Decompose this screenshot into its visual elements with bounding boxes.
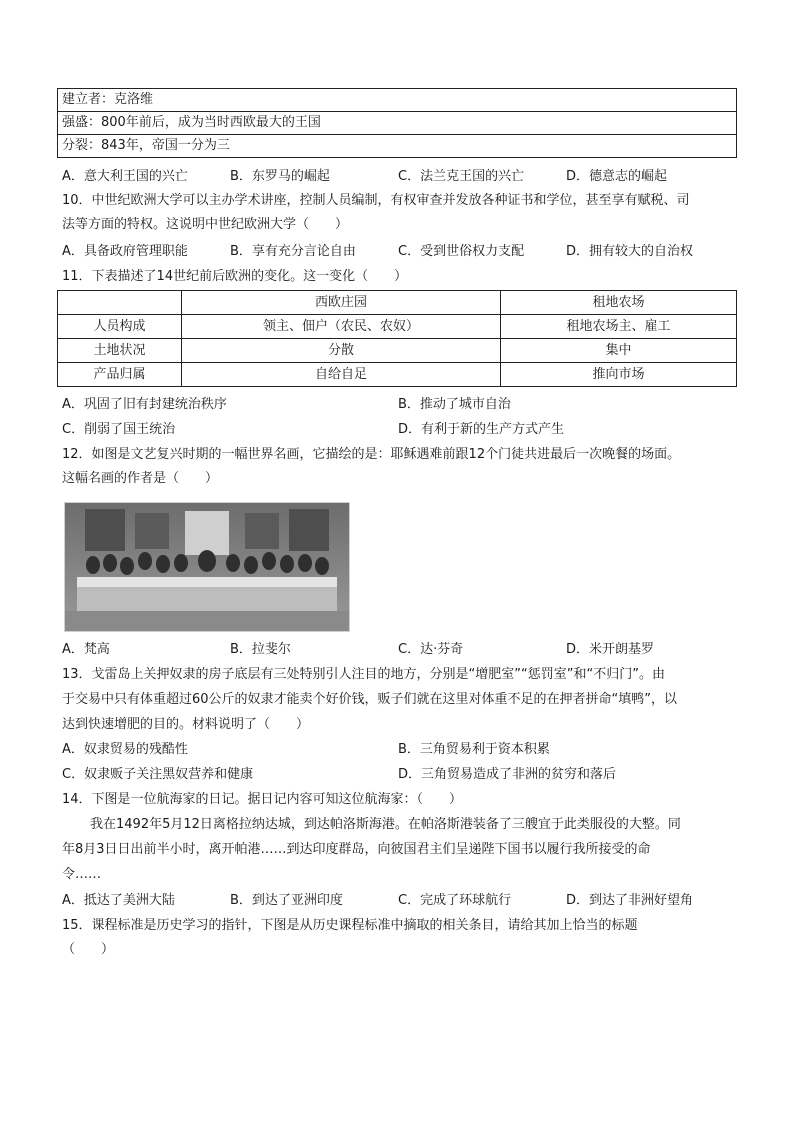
table-row: 建立者：克洛维	[58, 89, 737, 112]
table-cell: 自给自足	[182, 363, 501, 387]
q10-option-c[interactable]: C．受到世俗权力支配	[398, 244, 525, 259]
q11-option-c[interactable]: C．削弱了国王统治	[62, 422, 176, 437]
table-cell: 人员构成	[58, 315, 182, 339]
q10-option-b[interactable]: B．享有充分言论自由	[230, 244, 356, 259]
q10-stem-cont: 法等方面的特权。这说明中世纪欧洲大学（ ）	[62, 217, 349, 232]
q11-option-a[interactable]: A．巩固了旧有封建统治秩序	[62, 397, 227, 412]
q9-option-c[interactable]: C．法兰克王国的兴亡	[398, 169, 525, 184]
table-row	[58, 339, 737, 363]
table-row	[58, 315, 737, 339]
q10-stem: 10．中世纪欧洲大学可以主办学术讲座，控制人员编制，有权审查并发放各种证书和学位，甚至享有赋税、司	[62, 193, 690, 208]
q13-option-c[interactable]: C．奴隶贩子关注黑奴营养和健康	[62, 767, 254, 782]
q9-option-b[interactable]: B．东罗马的崛起	[230, 169, 330, 184]
info-table	[57, 88, 737, 158]
q13-option-b[interactable]: B．三角贸易利于资本积累	[398, 742, 550, 757]
q14-option-d[interactable]: D．到达了非洲好望角	[566, 893, 694, 908]
q10-option-d[interactable]: D．拥有较大的自治权	[566, 244, 694, 259]
table-cell: 分散	[182, 339, 501, 363]
table-row: 分裂：843年，帝国一分为三	[58, 135, 737, 158]
table-cell: 集中	[501, 339, 737, 363]
table-cell: 领主、佃户（农民、农奴）	[182, 315, 501, 339]
q15-answer-blank[interactable]: （ ）	[62, 942, 115, 957]
q11-option-d[interactable]: D．有利于新的生产方式产生	[398, 422, 565, 437]
manor-farm-table	[57, 290, 737, 387]
table-cell: 土地状况	[58, 339, 182, 363]
table-cell	[58, 291, 182, 315]
last-supper-painting-illustration	[65, 503, 349, 631]
table-header-row	[58, 291, 737, 315]
q9-option-a[interactable]: A．意大利王国的兴亡	[62, 169, 188, 184]
table-row: 强盛：800年前后，成为当时西欧最大的王国	[58, 112, 737, 135]
q11-option-b[interactable]: B．推动了城市自治	[398, 397, 511, 412]
table-cell: 租地农场主、雇工	[501, 315, 737, 339]
q11-stem: 11．下表描述了14世纪前后欧洲的变化。这一变化（ ）	[62, 269, 408, 284]
table-cell: 租地农场	[501, 291, 737, 315]
q9-option-d[interactable]: D．德意志的崛起	[566, 169, 668, 184]
q14-option-a[interactable]: A．抵达了美洲大陆	[62, 893, 175, 908]
table-row	[58, 363, 737, 387]
q12-option-b[interactable]: B．拉斐尔	[230, 642, 291, 657]
q12-option-d[interactable]: D．米开朗基罗	[566, 642, 655, 657]
q13-option-a[interactable]: A．奴隶贸易的残酷性	[62, 742, 188, 757]
q10-option-a[interactable]: A．具备政府管理职能	[62, 244, 188, 259]
q12-option-c[interactable]: C．达·芬奇	[398, 642, 464, 657]
q12-option-a[interactable]: A．梵高	[62, 642, 110, 657]
q14-diary-cont: 年8月3日日出前半小时，离开帕港……到达印度群岛，向彼国君主们呈递陛下国书以履行我所接受的命	[62, 842, 651, 857]
q14-diary: 我在1492年5月12日离格拉纳达城，到达帕洛斯海港。在帕洛斯港装备了三艘宜于此类服役的大整。同	[90, 817, 681, 832]
table-cell: 推向市场	[501, 363, 737, 387]
q14-option-b[interactable]: B．到达了亚洲印度	[230, 893, 343, 908]
q14-stem: 14．下图是一位航海家的日记。据日记内容可知这位航海家：（ ）	[62, 792, 463, 807]
q14-diary-cont: 令……	[62, 867, 102, 882]
table-cell: 西欧庄园	[182, 291, 501, 315]
q12-stem-cont: 这幅名画的作者是（ ）	[62, 471, 219, 486]
q13-stem-cont: 达到快速增肥的目的。材料说明了（ ）	[62, 717, 310, 732]
table-cell: 产品归属	[58, 363, 182, 387]
q15-stem: 15．课程标准是历史学习的指针，下图是从历史课程标准中摘取的相关条目，请给其加上恰当的标题	[62, 918, 638, 933]
q14-option-c[interactable]: C．完成了环球航行	[398, 893, 512, 908]
q13-stem-cont: 于交易中只有体重超过60公斤的奴隶才能卖个好价钱，贩子们就在这里对体重不足的在押者拼命“填鸭”，以	[62, 692, 678, 707]
last-supper-painting	[64, 502, 350, 632]
q12-stem: 12．如图是文艺复兴时期的一幅世界名画，它描绘的是：耶稣遇难前跟12个门徒共进最后一次晚餐的场面。	[62, 447, 681, 462]
q13-stem: 13．戈雷岛上关押奴隶的房子底层有三处特别引人注目的地方，分别是“增肥室”“惩罚室”和“不归门”。由	[62, 667, 665, 682]
q13-option-d[interactable]: D．三角贸易造成了非洲的贫穷和落后	[398, 767, 617, 782]
